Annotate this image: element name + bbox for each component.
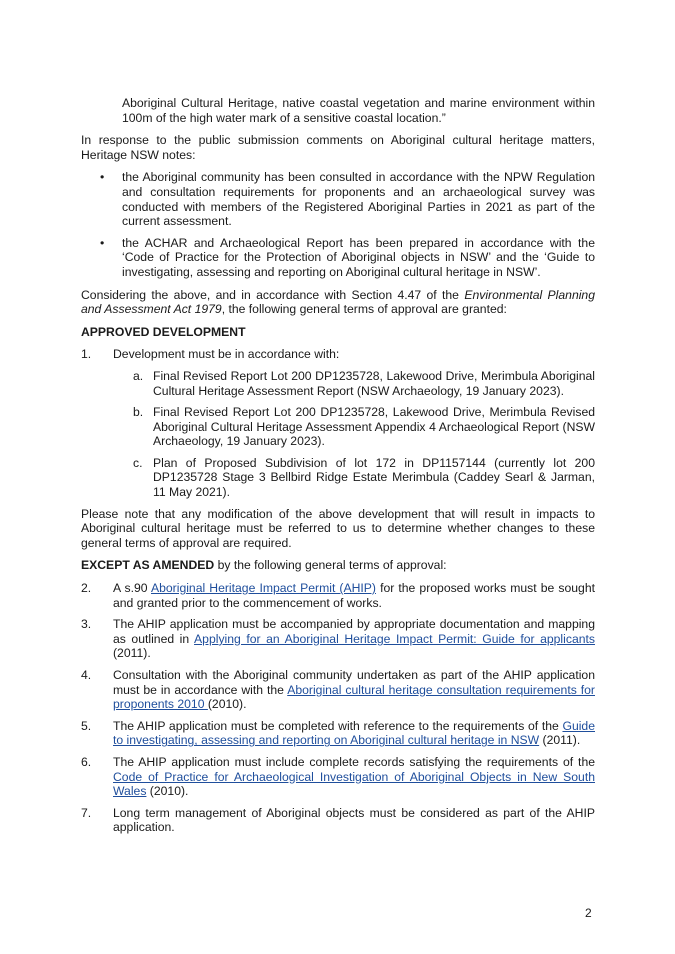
ahip-link[interactable]: Aboriginal Heritage Impact Permit (AHIP): [151, 581, 376, 596]
term-text-after: (2011).: [113, 646, 151, 661]
considering-after: , the following general terms of approval are granted:: [221, 302, 507, 317]
bullet-text: the ACHAR and Archaeological Report has been prepared in accordance with the ‘Code of Practice for the Protection of Aboriginal objects in NSW’ and the ‘Guide to investigating, assessing and reporting on Aboriginal cultural heritage in NSW’.: [122, 235, 595, 279]
term-text-before: The AHIP application must include complete records satisfying the requirements of the: [113, 754, 595, 769]
term-number: 7.: [81, 805, 92, 820]
term-text: [113, 755, 595, 799]
intro-quote: Aboriginal Cultural Heritage, native coastal vegetation and marine environment within 100m of the high water mark of a sensitive coastal location.”: [122, 96, 595, 125]
document-body: [81, 96, 595, 842]
notes-list: [81, 170, 595, 279]
sub-item-a: [133, 369, 595, 398]
bullet-text: the Aboriginal community has been consulted in accordance with the NPW Regulation and consultation requirements for proponents and an archaeological survey was conducted with members of the Registered Aboriginal Parties in 2021 as part of the current assessment.: [122, 170, 595, 229]
sub-item-letter: a.: [133, 368, 144, 383]
approved-development-heading: APPROVED DEVELOPMENT: [81, 324, 246, 339]
sub-item-c: [133, 456, 595, 500]
term-number: 3.: [81, 617, 92, 632]
except-bold: EXCEPT AS AMENDED: [81, 558, 215, 573]
term-number: 6.: [81, 754, 92, 769]
term-number: 5.: [81, 718, 92, 733]
ahip-guide-link[interactable]: Applying for an Aboriginal Heritage Impact Permit: Guide for applicants: [194, 631, 595, 646]
sub-item-letter: b.: [133, 405, 144, 420]
term-text: Development must be in accordance with:: [113, 347, 340, 362]
modification-note: Please note that any modification of the above development that will result in impacts to Aboriginal cultural heritage must be referred to us to determine whether changes to these general terms of approval are required.: [81, 506, 595, 550]
term-item-5: [81, 719, 595, 748]
term-item-1: [81, 347, 595, 362]
code-of-practice-link[interactable]: Code of Practice for Archaeological Investigation of Aboriginal Objects in New South Wales: [113, 769, 595, 799]
response-intro: In response to the public submission comments on Aboriginal cultural heritage matters, Heritage NSW notes:: [81, 133, 595, 162]
page-number: 2: [585, 906, 592, 920]
term-item-6: [81, 755, 595, 799]
term-text: [113, 581, 595, 610]
term-text-after: (2010).: [207, 697, 247, 712]
considering-paragraph: [81, 288, 595, 317]
sub-item-b: [133, 405, 595, 449]
consultation-requirements-link[interactable]: Aboriginal cultural heritage consultation requirements for proponents 2010: [113, 682, 595, 712]
term-body: [113, 347, 595, 362]
sub-items: [133, 369, 595, 500]
sub-item-text: Final Revised Report Lot 200 DP1235728, Lakewood Drive, Merimbula Revised Aboriginal Cultural Heritage Assessment Appendix 4 Archaeological Report (NSW Archaeology, 19 January 2023).: [153, 405, 595, 449]
term-text: [113, 617, 595, 661]
term-text-after: for the proposed works must be sought and granted prior to the commencement of works.: [113, 581, 595, 610]
except-rest: by the following general terms of approval:: [214, 558, 447, 573]
sub-item-text: Final Revised Report Lot 200 DP1235728, Lakewood Drive, Merimbula Aboriginal Cultural Heritage Assessment Report (NSW Archaeology, 19 January 2023).: [153, 368, 595, 398]
bullet-icon: •: [100, 170, 105, 185]
list-item: [81, 170, 595, 228]
term-text-before: The AHIP application must be completed with reference to the requirements of the: [113, 718, 563, 733]
considering-before: Considering the above, and in accordance with Section 4.47 of the: [81, 287, 465, 302]
term-number: 2.: [81, 581, 92, 596]
bullet-icon: •: [100, 235, 105, 250]
except-paragraph: [81, 558, 595, 573]
term-item-4: [81, 668, 595, 712]
term-text-before: Consultation with the Aboriginal community undertaken as part of the AHIP application must be in accordance with the: [113, 668, 595, 697]
term-text: [113, 719, 595, 748]
term-item-7: [81, 806, 595, 835]
term-number: 4.: [81, 668, 92, 682]
investigating-guide-link[interactable]: Guide to investigating, assessing and reporting on Aboriginal cultural heritage in NSW: [113, 718, 595, 748]
term-item-2: [81, 581, 595, 610]
term-text-after: (2010).: [146, 784, 189, 799]
sub-item-letter: c.: [133, 455, 143, 470]
act-name: Environmental Planning and Assessment Act 1979: [81, 287, 595, 317]
term-text-after: (2011).: [539, 733, 581, 748]
term-text: [113, 668, 595, 712]
list-item: [81, 236, 595, 280]
term-text-before: The AHIP application must be accompanied by appropriate documentation and mapping as outlined in: [113, 617, 595, 646]
term-number: 1.: [81, 347, 92, 362]
term-text-before: A s.90: [113, 581, 151, 596]
term-item-3: [81, 617, 595, 661]
term-text: Long term management of Aboriginal objects must be considered as part of the AHIP application.: [113, 805, 595, 835]
sub-item-text: Plan of Proposed Subdivision of lot 172 in DP1157144 (currently lot 200 DP1235728 Stage 3 Bellbird Ridge Estate Merimbula (Caddey Searl & Jarman, 11 May 2021).: [153, 455, 595, 500]
